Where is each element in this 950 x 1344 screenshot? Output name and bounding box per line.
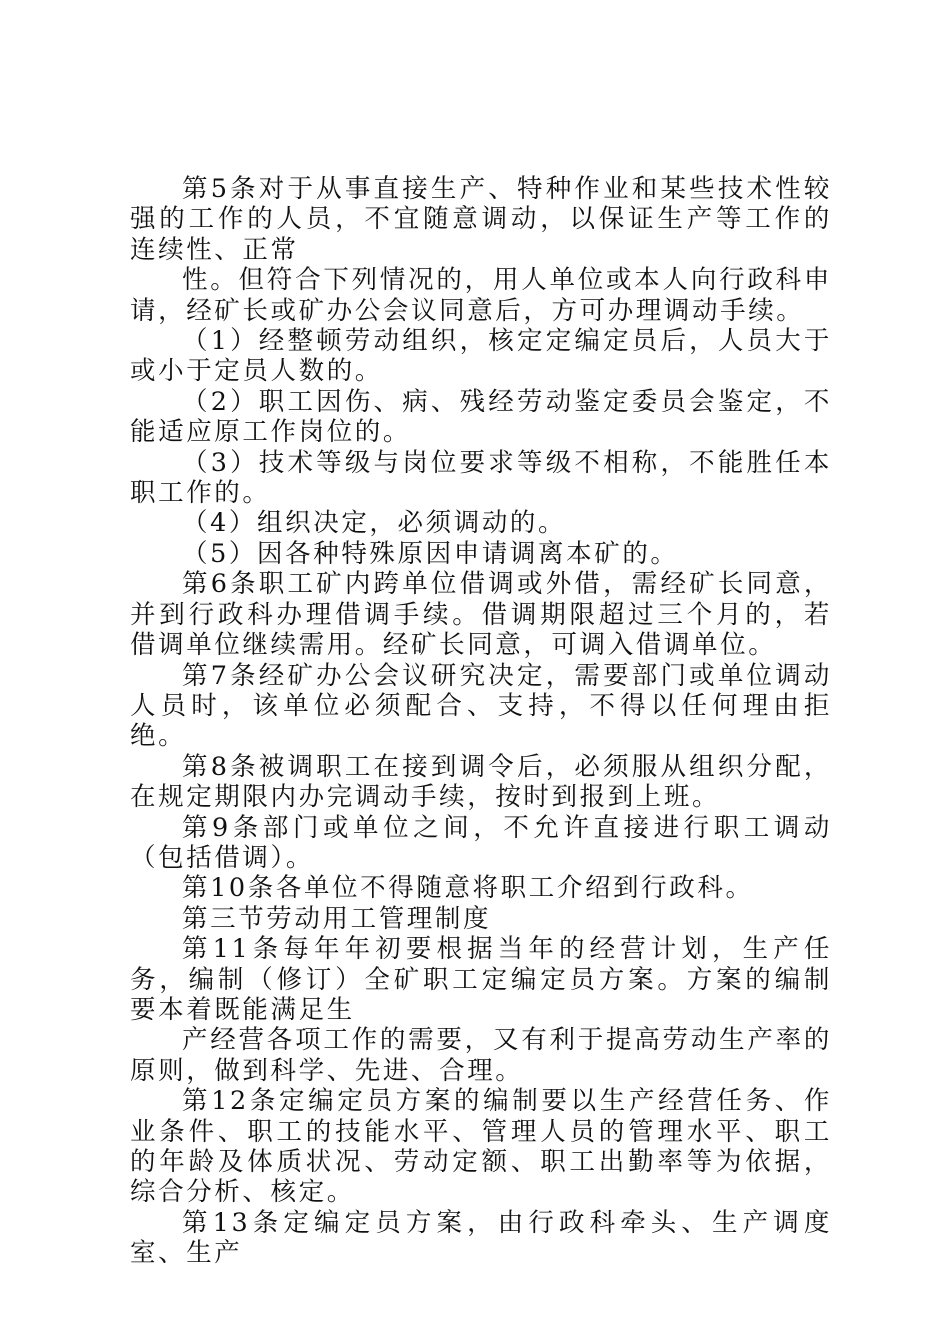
paragraph-article-13: 第13条定编定员方案，由行政科牵头、生产调度室、生产 [130,1207,832,1269]
paragraph-article-6: 第6条职工矿内跨单位借调或外借，需经矿长同意，并到行政科办理借调手续。借调期限超过三个月的，若借调单位继续需用。经矿长同意，可调入借调单位。 [130,569,832,661]
paragraph-article-11-continued: 产经营各项工作的需要，又有利于提高劳动生产率的原则，做到科学、先进、合理。 [130,1025,832,1086]
list-item-5: （5）因各种特殊原因申请调离本矿的。 [182,538,679,569]
document-body [130,174,832,1269]
paragraph-article-9: 第9条部门或单位之间，不允许直接进行职工调动（包括借调）。 [130,812,832,873]
paragraph-article-11: 第11条每年年初要根据当年的经营计划，生产任务，编制（修订）全矿职工定编定员方案。方案的编制要本着既能满足生 [130,934,832,1025]
paragraph-article-10: 第10条各单位不得随意将职工介绍到行政科。 [182,873,754,904]
list-item-4: （4）组织决定，必须调动的。 [182,508,567,539]
paragraph-article-7: 第7条经矿办公会议研究决定，需要部门或单位调动人员时，该单位必须配合、支持，不得以任何理由拒绝。 [130,660,832,752]
paragraph-article-8: 第8条被调职工在接到调令后，必须服从组织分配，在规定期限内办完调动手续，按时到报到上班。 [130,751,832,813]
paragraph-article-12: 第12条定编定员方案的编制要以生产经营任务、作业条件、职工的技能水平、管理人员的管理水平、职工的年龄及体质状况、劳动定额、职工出勤率等为依据，综合分析、核定。 [130,1086,832,1208]
paragraph-article-5: 第5条对于从事直接生产、特种作业和某些技术性较强的工作的人员，不宜随意调动，以保证生产等工作的连续性、正常 [130,174,832,265]
paragraph-article-5-continued: 性。但符合下列情况的，用人单位或本人向行政科申请，经矿长或矿办公会议同意后，方可办理调动手续。 [130,265,832,326]
list-item-2: （2）职工因伤、病、残经劳动鉴定委员会鉴定，不能适应原工作岗位的。 [130,386,832,448]
list-item-3: （3）技术等级与岗位要求等级不相称，不能胜任本职工作的。 [130,447,832,509]
section-heading: 第三节劳动用工管理制度 [182,903,492,934]
list-item-1: （1）经整顿劳动组织，核定定编定员后，人员大于或小于定员人数的。 [130,326,832,387]
